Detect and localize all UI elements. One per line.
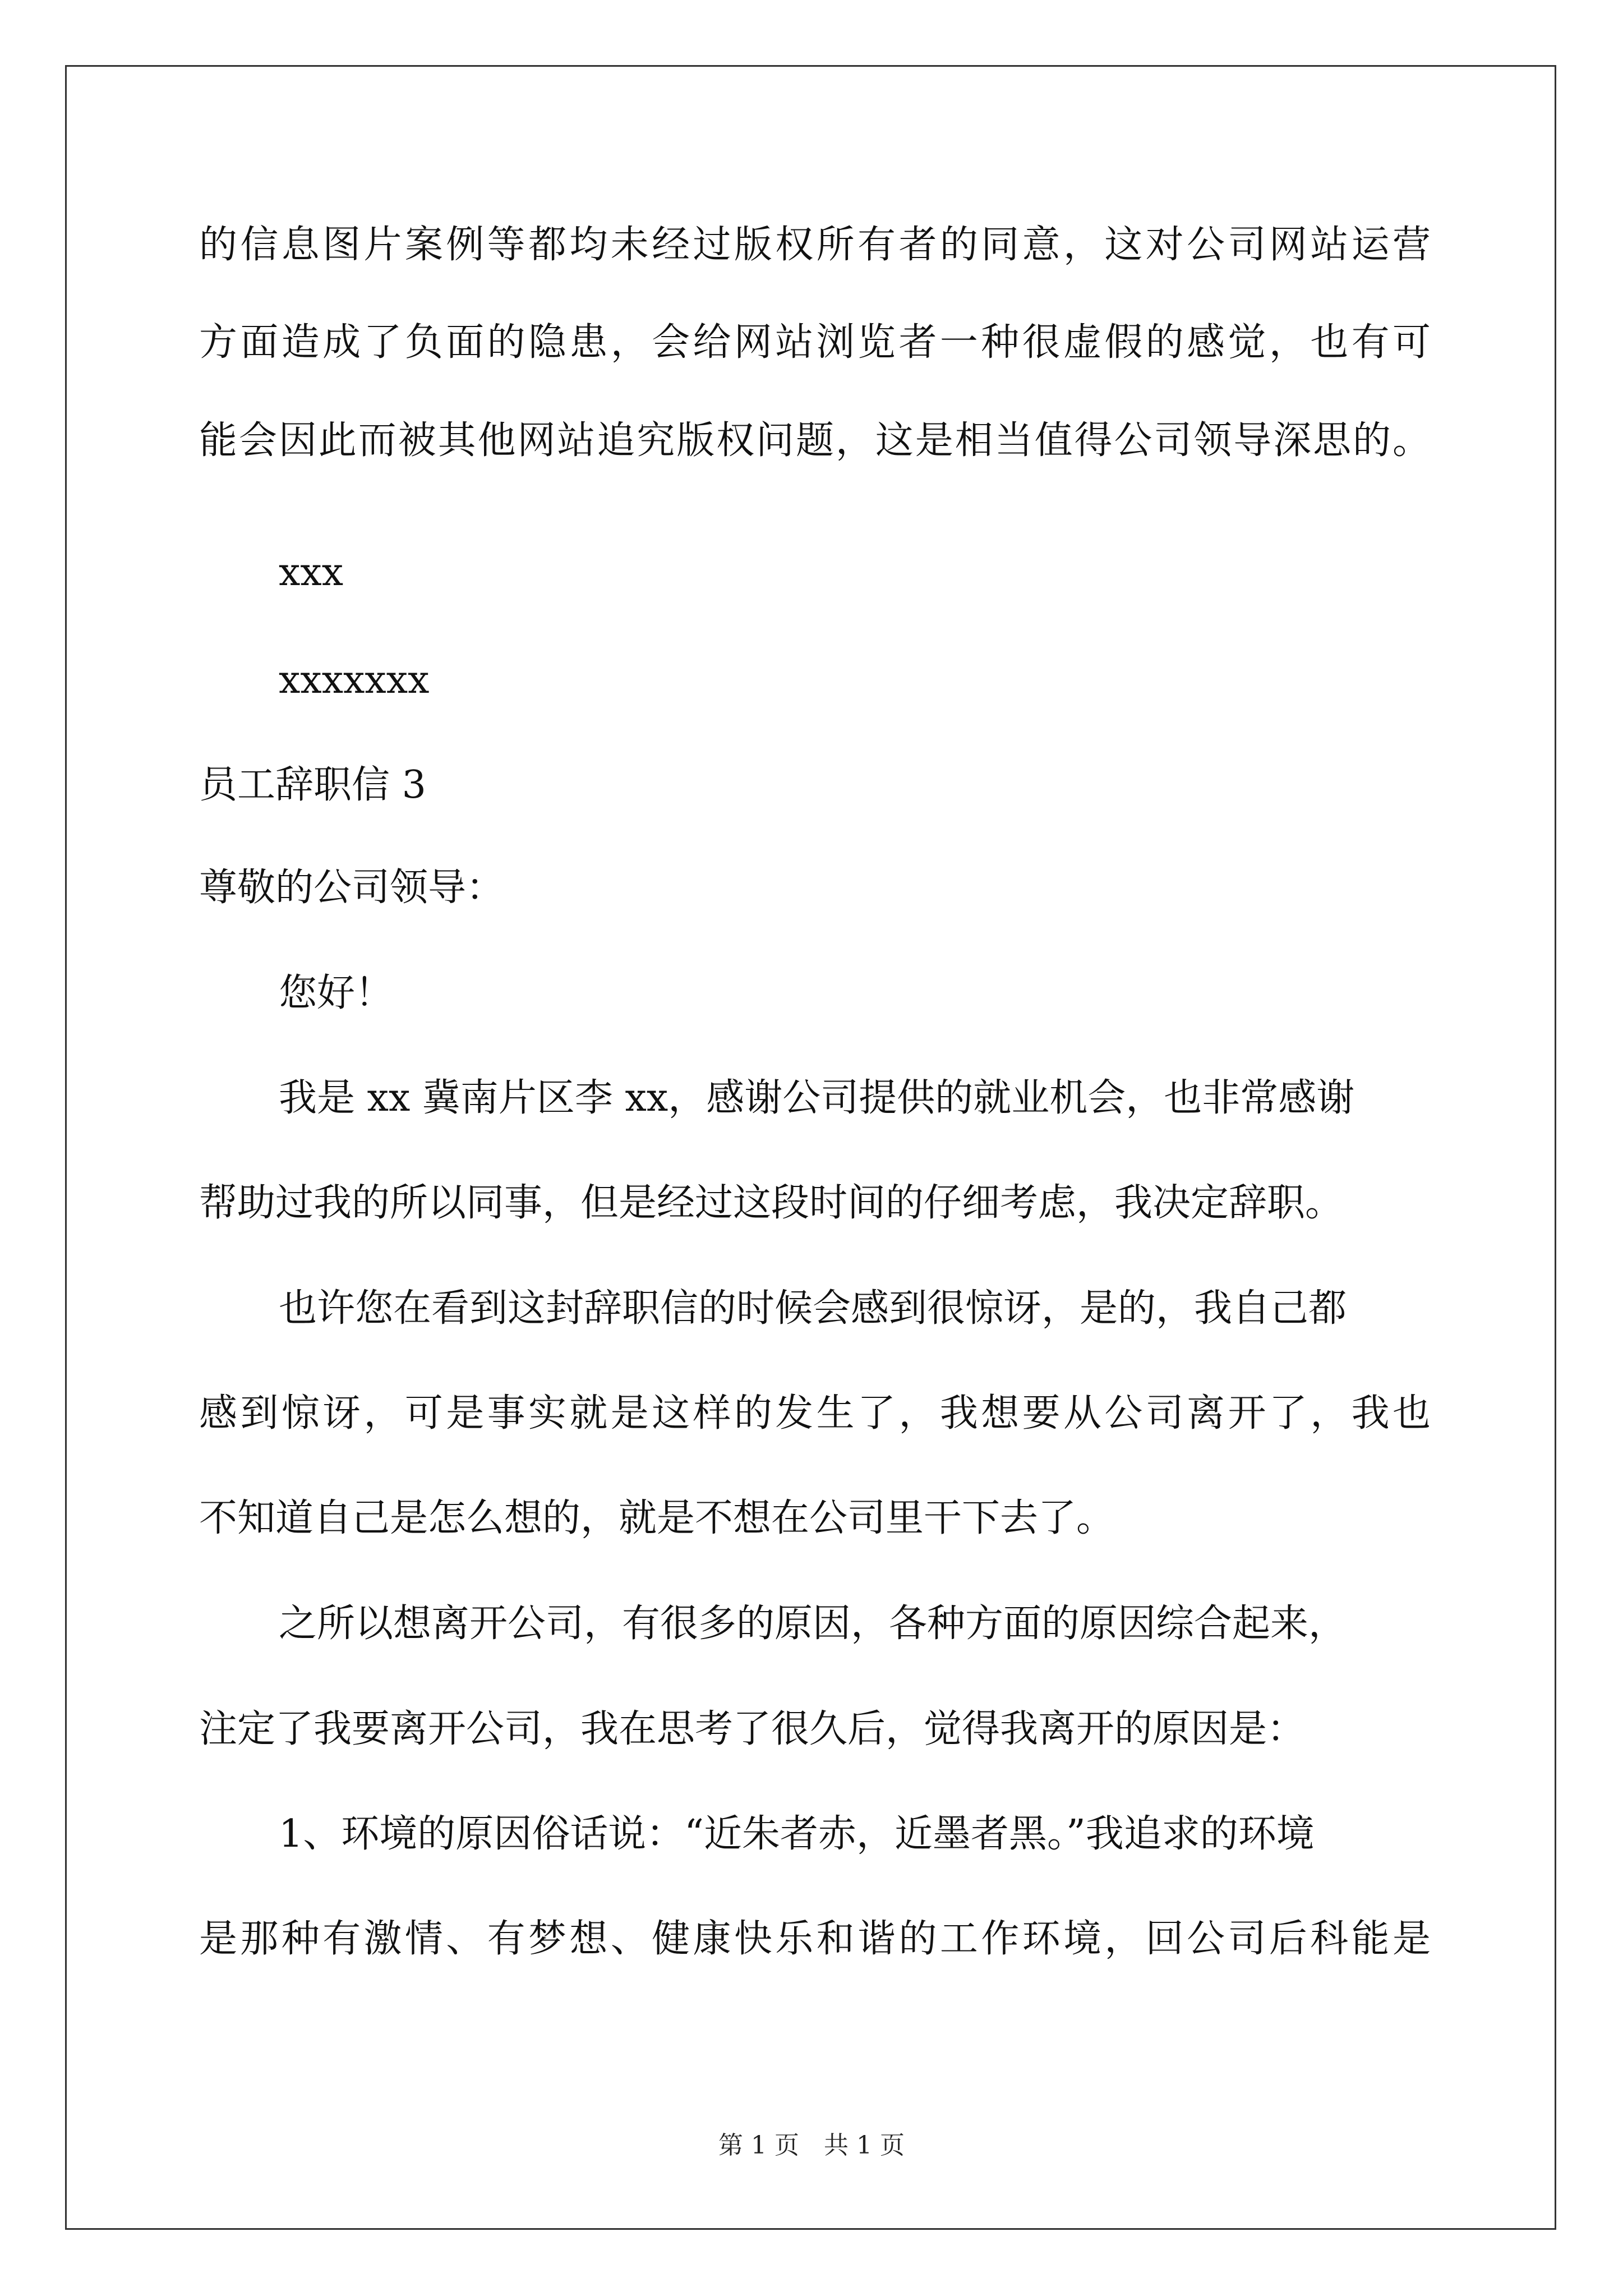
section-title: 员工辞职信 3 bbox=[199, 763, 426, 807]
body-line-13: 不知道自己是怎么想的，就是不想在公司里干下去了。 bbox=[199, 1496, 1115, 1540]
body-line-2: 方面造成了负面的隐患，会给网站浏览者一种很虚假的感觉，也有可 bbox=[199, 320, 1431, 365]
body-line-17: 是那种有激情、有梦想、健康快乐和谐的工作环境，回公司后科能是 bbox=[199, 1917, 1431, 1961]
body-line-10: 帮助过我的所以同事，但是经过这段时间的仔细考虑，我决定辞职。 bbox=[199, 1181, 1344, 1225]
body-line-16: 1、环境的原因俗话说：“近朱者赤，近墨者黑。”我追求的环境 bbox=[279, 1812, 1315, 1856]
salutation: 尊敬的公司领导： bbox=[199, 866, 505, 910]
body-line-15: 注定了我要离开公司，我在思考了很久后，觉得我离开的原因是： bbox=[199, 1707, 1306, 1751]
body-line-3: 能会因此而被其他网站追究版权问题，这是相当值得公司领导深思的。 bbox=[199, 418, 1431, 463]
body-line-11: 也许您在看到这封辞职信的时候会感到很惊讶，是的，我自己都 bbox=[279, 1286, 1347, 1331]
body-line-1: 的信息图片案例等都均未经过版权所有者的同意，这对公司网站运营 bbox=[199, 223, 1431, 267]
signature-date: xxxxxxx bbox=[279, 658, 430, 702]
body-line-12: 感到惊讶，可是事实就是这样的发生了，我想要从公司离开了，我也 bbox=[199, 1391, 1431, 1435]
signature-name: xxx bbox=[279, 550, 344, 595]
body-line-14: 之所以想离开公司，有很多的原因，各种方面的原因综合起来， bbox=[279, 1602, 1347, 1646]
greeting: 您好！ bbox=[279, 971, 394, 1015]
page-border bbox=[65, 65, 1556, 2230]
page-footer: 第 1 页 共 1 页 bbox=[718, 2131, 905, 2160]
body-line-9: 我是 xx 冀南片区李 xx，感谢公司提供的就业机会，也非常感谢 bbox=[279, 1076, 1355, 1120]
